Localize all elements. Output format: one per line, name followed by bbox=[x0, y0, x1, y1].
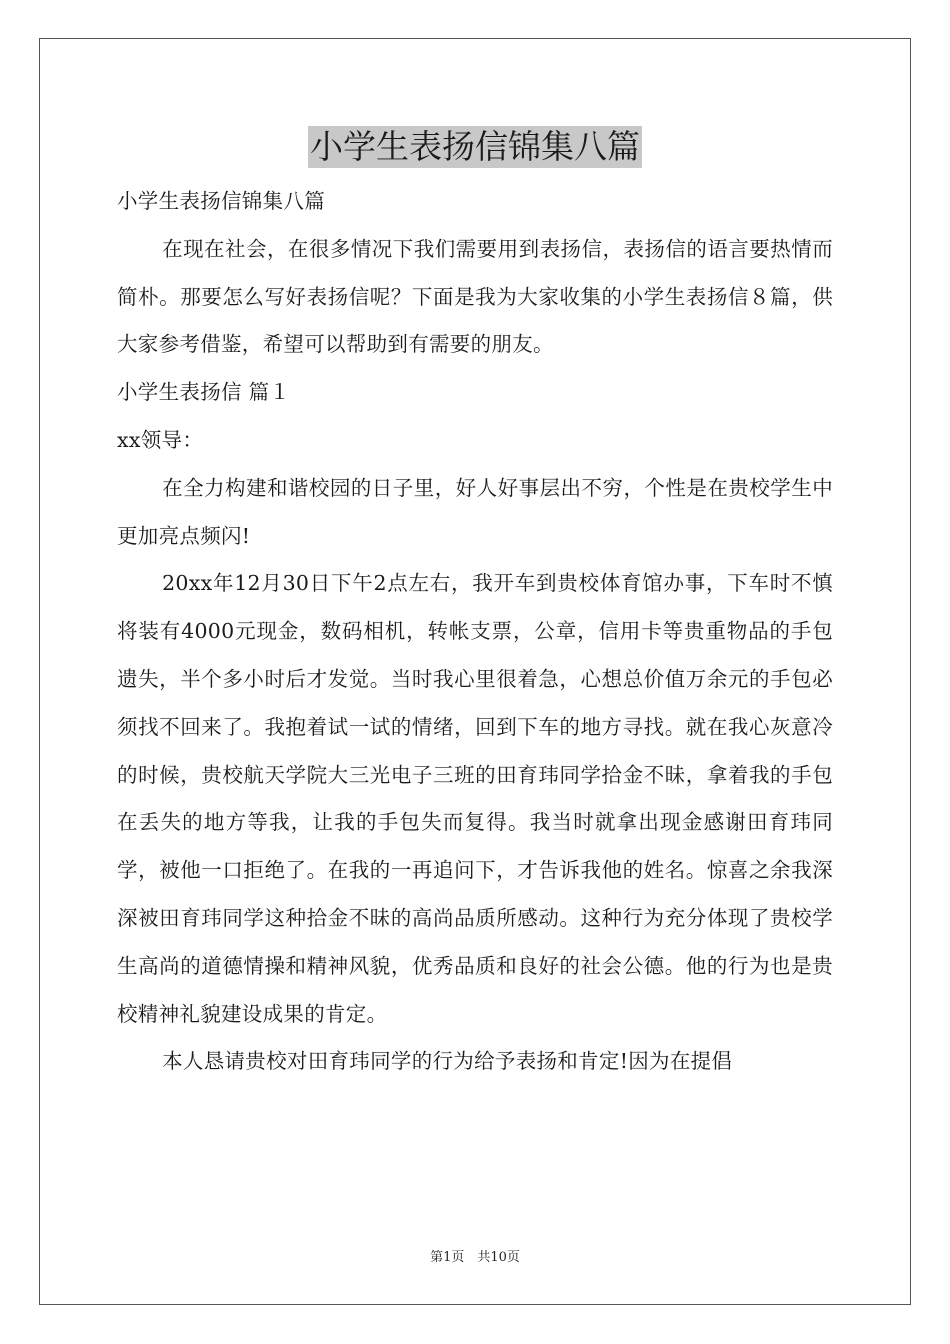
page-footer bbox=[0, 1246, 950, 1265]
paragraph: 小学生表扬信锦集八篇 bbox=[117, 189, 325, 213]
paragraph: 在全力构建和谐校园的日子里，好人好事层出不穷，个性是在贵校学生中更加亮点频闪! bbox=[117, 475, 833, 548]
paragraph: 在现在社会，在很多情况下我们需要用到表扬信，表扬信的语言要热情而简朴。那要怎么写好表扬信呢？下面是我为大家收集的小学生表扬信８篇，供大家参考借鉴，希望可以帮助到有需要的朋友。 bbox=[117, 236, 833, 357]
paragraph: 本人恳请贵校对田育玮同学的行为给予表扬和肯定!因为在提倡 bbox=[162, 1049, 733, 1074]
document-title: 小学生表扬信锦集八篇 bbox=[310, 127, 640, 166]
title-container bbox=[0, 126, 950, 168]
paragraph: 20xx年12月30日下午2点左右，我开车到贵校体育馆办事，下车时不慎将装有4000元现金，数码相机，转帐支票，公章，信用卡等贵重物品的手包遗失，半个多小时后才发觉。当时我心里很着急，心想总价值万余元的手包必须找不回来了。我抱着试一试的情绪，回到下车的地方寻找。就在我心灰意冷的时候，贵校航天学院大三光电子三班的田育玮同学拾金不昧，拿着我的手包在丢失的地方等我，让我的手包失而复得。我当时就拿出现金感谢田育玮同学，被他一口拒绝了。在我的一再追问下，才告诉我他的姓名。惊喜之余我深深被田育玮同学这种拾金不昧的高尚品质所感动。这种行为充分体现了贵校学生高尚的道德情操和精神风貌，优秀品质和良好的社会公德。他的行为也是贵校精神礼貌建设成果的肯定。 bbox=[117, 571, 833, 1026]
document-body bbox=[117, 178, 833, 1086]
page-number: 第1页 共10页 bbox=[430, 1250, 520, 1265]
section-heading: 小学生表扬信 篇１ bbox=[117, 380, 291, 405]
salutation: xx领导： bbox=[117, 427, 204, 452]
